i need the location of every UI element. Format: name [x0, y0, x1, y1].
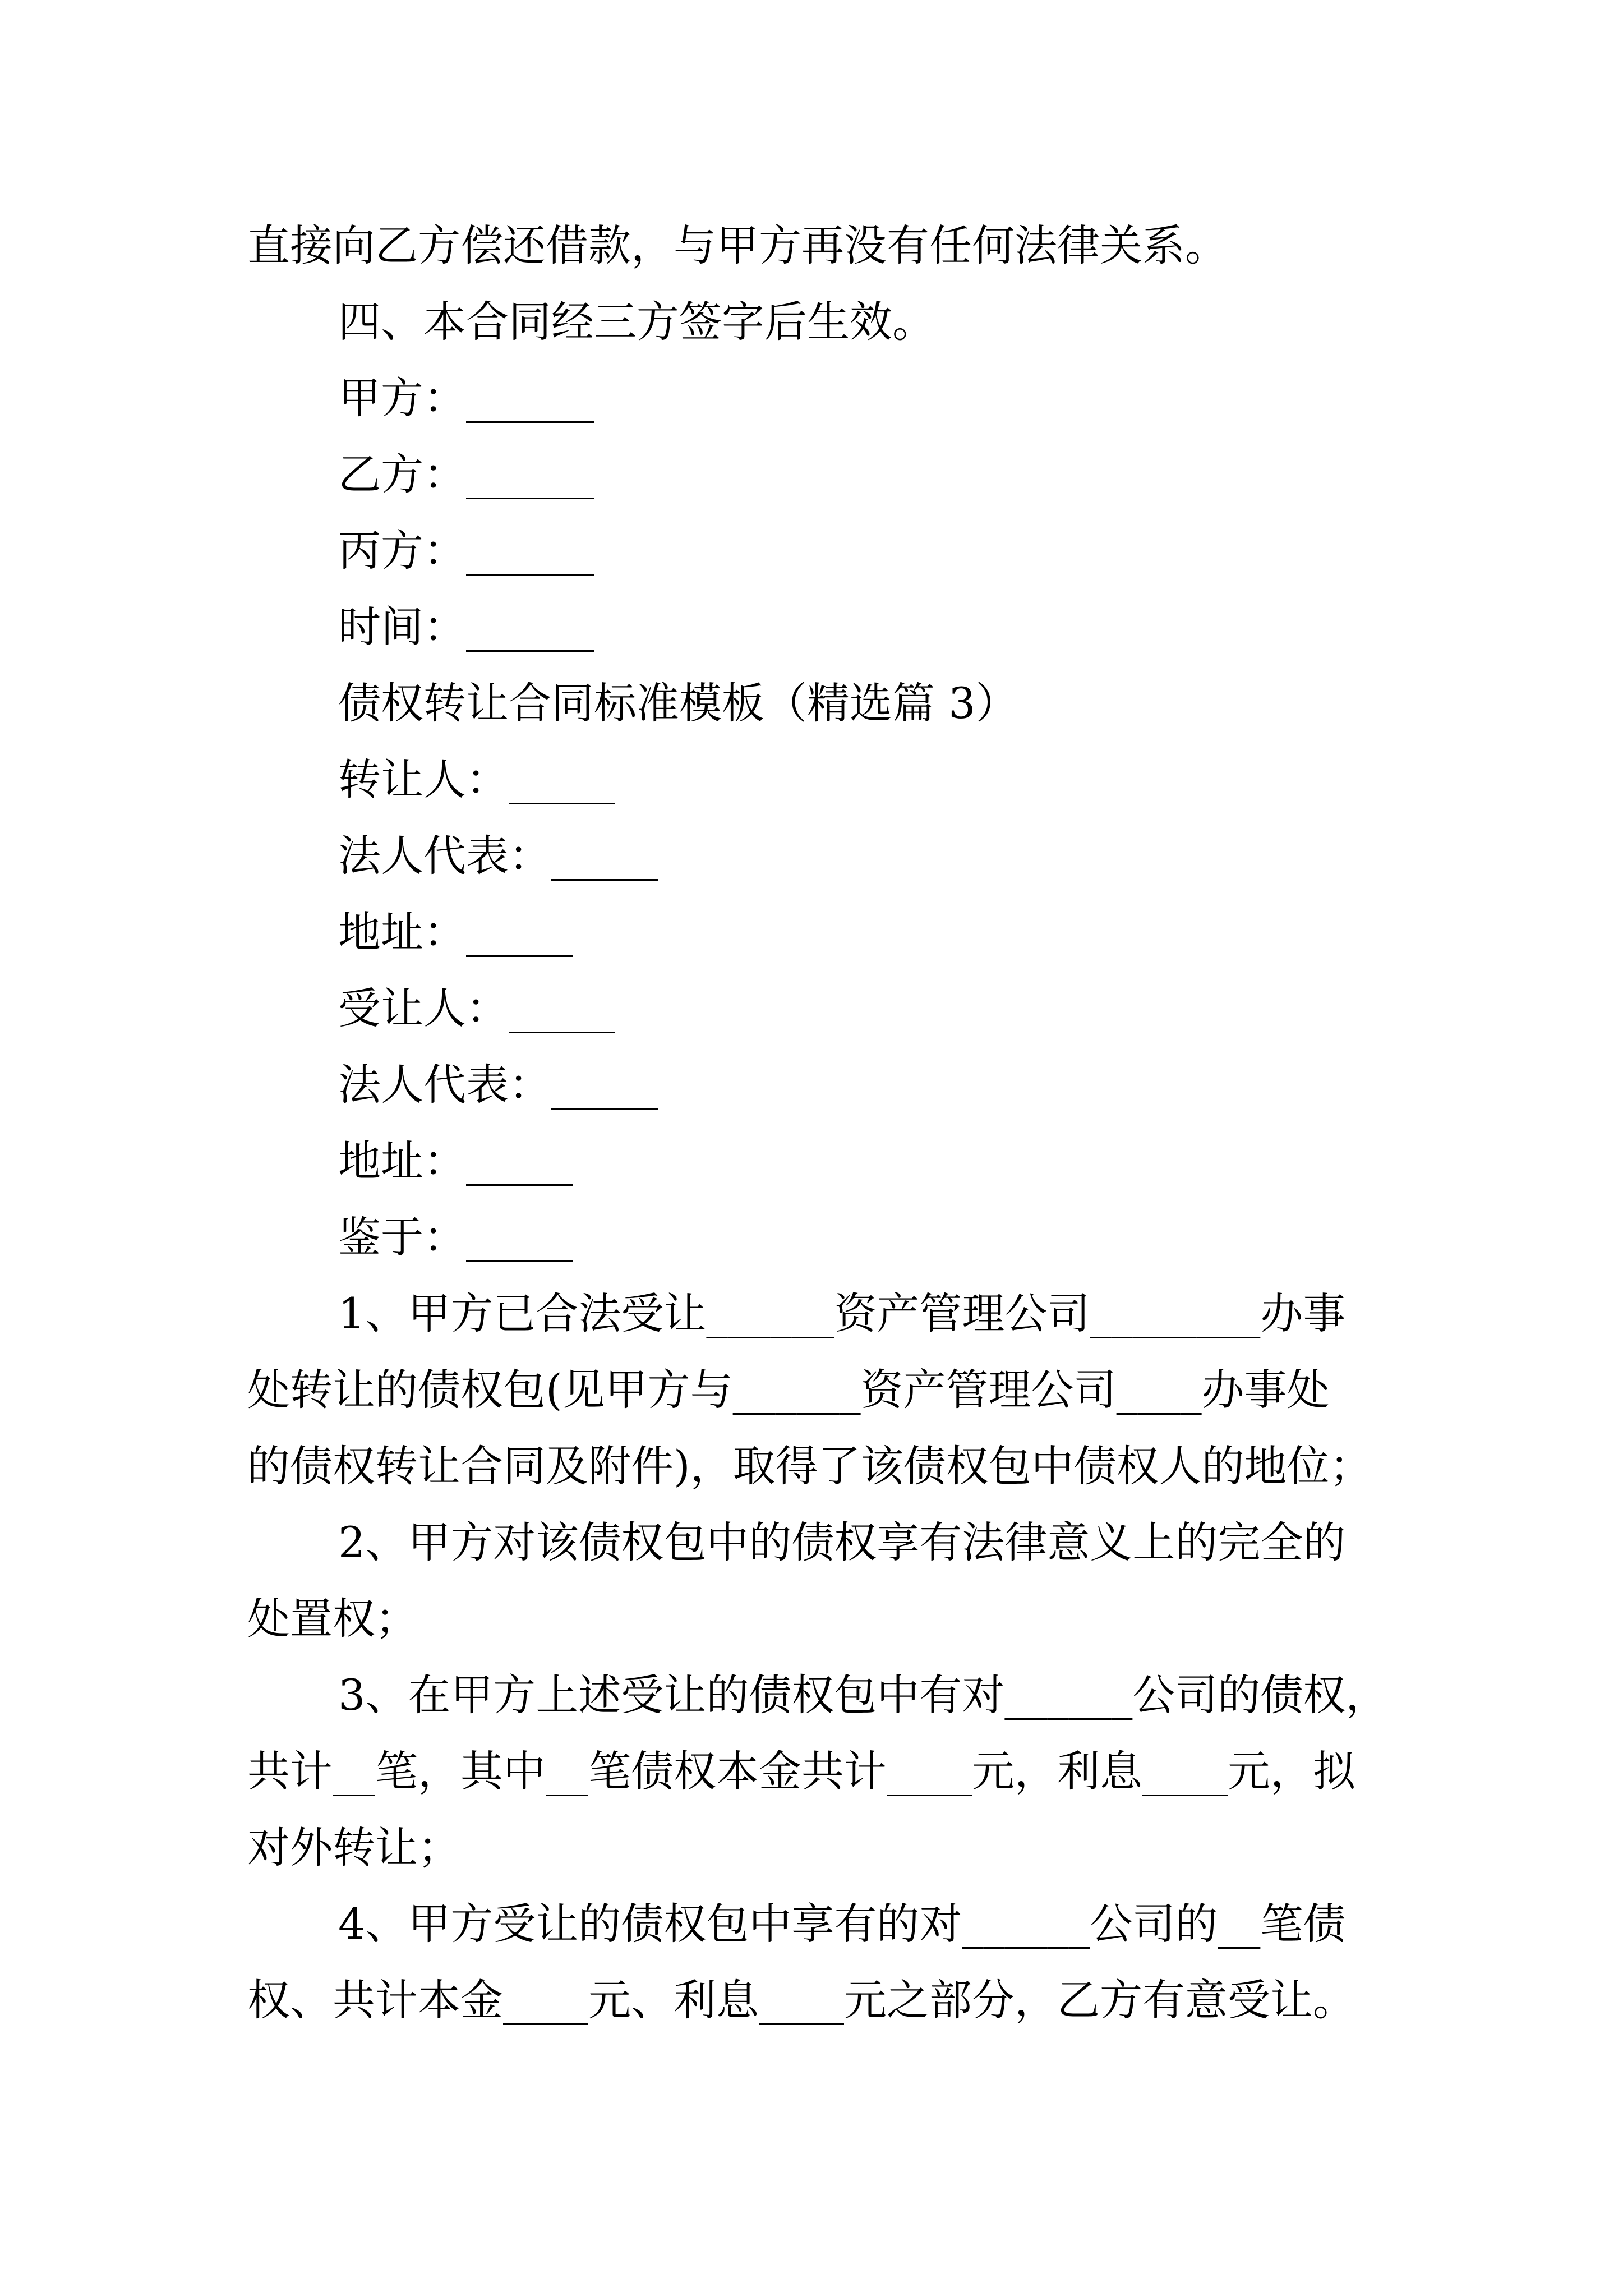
clause-line: 的债权转让合同及附件)，取得了该债权包中债权人的地位；: [247, 1441, 1372, 1491]
field-transferee: 受让人：_____: [338, 983, 615, 1033]
field-transferor: 转让人：_____: [338, 754, 615, 804]
text-line: 四、本合同经三方签字后生效。: [338, 297, 935, 347]
text-line: 直接向乙方偿还借款，与甲方再没有任何法律关系。: [247, 220, 1228, 270]
clause-line: 4、甲方受让的债权包中享有的对______公司的__笔债: [338, 1899, 1346, 1949]
clause-line: 2、甲方对该债权包中的债权享有法律意义上的完全的: [338, 1517, 1346, 1567]
field-legal-rep: 法人代表：_____: [338, 1060, 658, 1110]
date-line: 时间：______: [338, 602, 594, 652]
clause-line: 3、在甲方上述受让的债权包中有对______公司的债权，: [338, 1670, 1389, 1720]
signature-line-party-a: 甲方：______: [338, 373, 594, 423]
clause-line: 处置权；: [247, 1594, 418, 1644]
signature-line-party-c: 丙方：______: [338, 526, 594, 576]
clause-line: 处转让的债权包(见甲方与______资产管理公司____办事处: [247, 1365, 1330, 1415]
clause-line: 1、甲方已合法受让______资产管理公司________办事: [338, 1289, 1346, 1338]
field-address: 地址：_____: [338, 907, 573, 957]
field-address: 地址：_____: [338, 1136, 573, 1186]
clause-line: 权、共计本金____元、利息____元之部分，乙方有意受让。: [247, 1975, 1355, 2025]
field-legal-rep: 法人代表：_____: [338, 831, 658, 881]
clause-line: 共计__笔，其中__笔债权本金共计____元，利息____元，拟: [247, 1746, 1355, 1796]
section-heading: 债权转让合同标准模板（精选篇 3）: [338, 678, 1018, 728]
field-whereas: 鉴于：_____: [338, 1212, 573, 1262]
document-body: [247, 208, 1391, 2039]
clause-line: 对外转让；: [247, 1823, 460, 1872]
signature-line-party-b: 乙方：______: [338, 449, 594, 499]
